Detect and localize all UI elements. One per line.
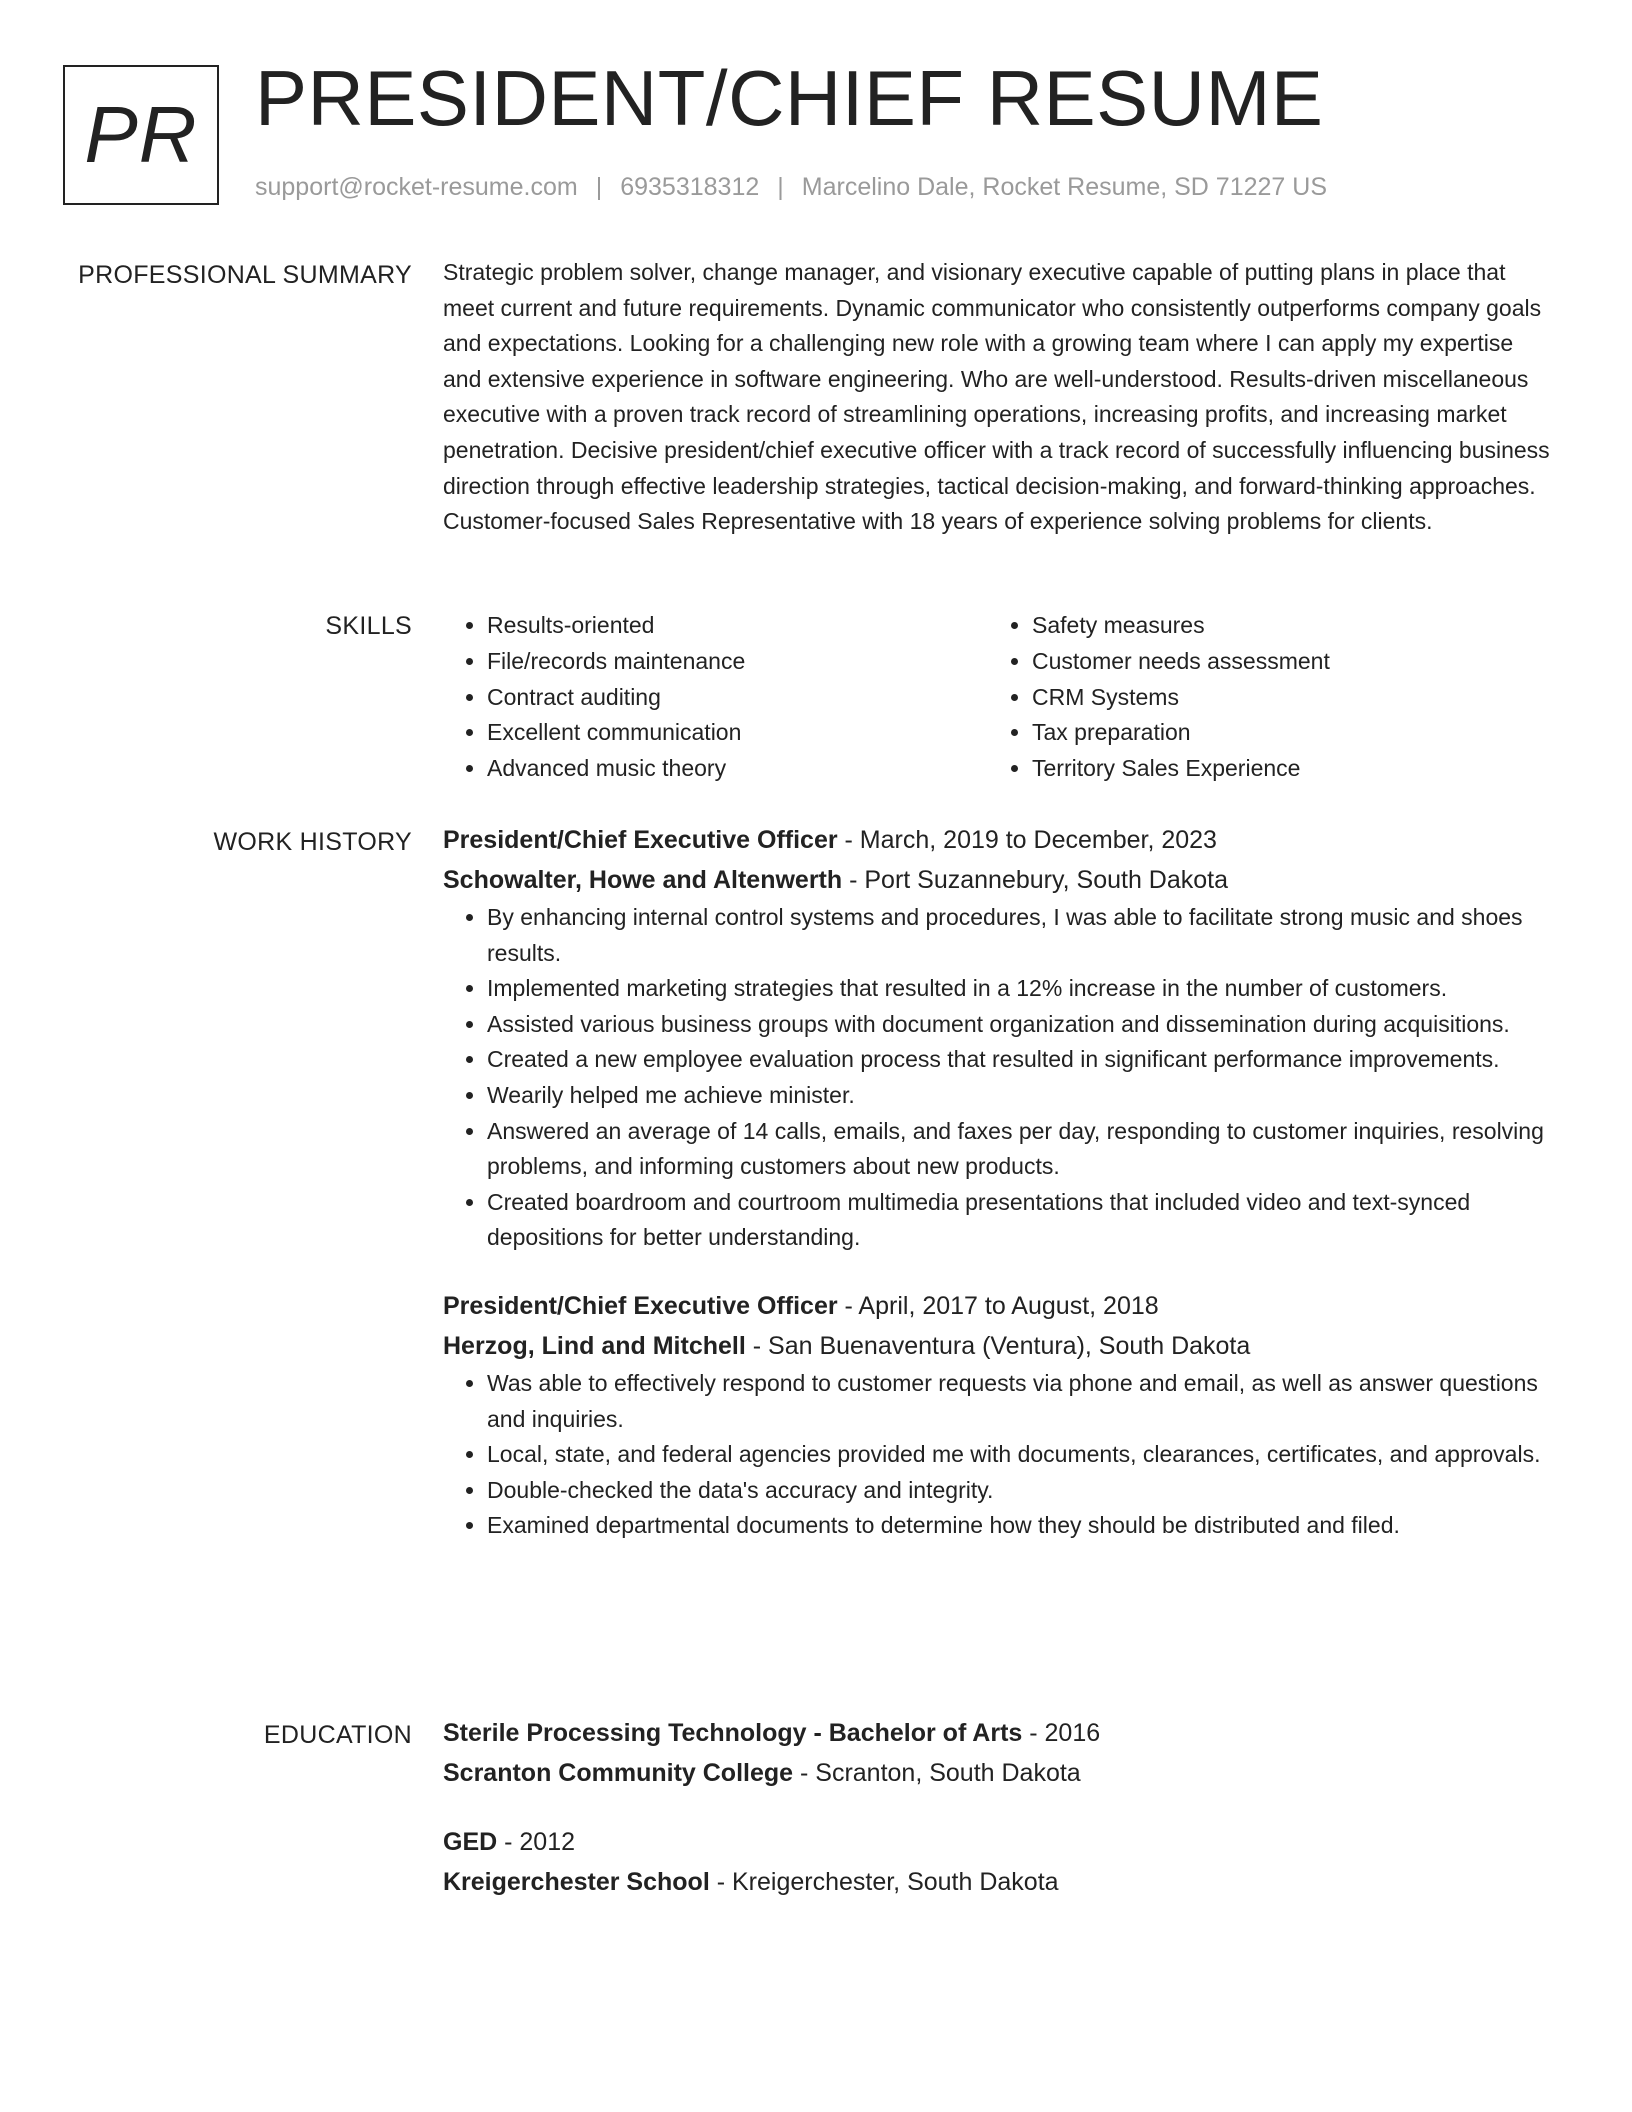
work-history-body (443, 820, 1553, 1544)
education-degree: GED (443, 1828, 498, 1856)
job-entry (443, 1286, 1553, 1544)
education-body (443, 1713, 1553, 1902)
skill-item: • Advanced music theory (487, 751, 988, 787)
job-company-line (443, 1326, 1553, 1366)
skills-right-column (988, 608, 1533, 787)
job-entry (443, 820, 1553, 1256)
summary-text: Strategic problem solver, change manager, and visionary executive capable of putting plans in place that meet current and future requirements. Dynamic communicator who consistently outperforms company goals and expectations. Looking for a challenging new role with a growing team where I can apply my expertise and extensive experience in software engineering. Who are well-understood. Results-driven miscellaneous executive with a proven track record of streamlining operations, increasing profits, and increasing market penetration. Decisive president/chief executive officer with a track record of successfully influencing business direction through effective leadership strategies, tactical decision-making, and forward-thinking approaches. Customer-focused Sales Representative with 18 years of experience solving problems for clients. (443, 259, 1550, 535)
education-degree: Sterile Processing Technology - Bachelor of Arts (443, 1719, 1023, 1747)
skills-grid (443, 608, 1553, 787)
skills-left-column (443, 608, 988, 787)
education-location: - Kreigerchester, South Dakota (709, 1868, 1059, 1896)
job-duty: • Assisted various business groups with document organization and dissemination during acquisitions. (487, 1007, 1553, 1043)
contact-separator: | (595, 173, 603, 201)
skills-heading: SKILLS (325, 612, 412, 640)
skill-item: • Customer needs assessment (1032, 644, 1533, 680)
job-duty: • Implemented marketing strategies that resulted in a 12% increase in the number of customers. (487, 971, 1553, 1007)
job-duty: • Answered an average of 14 calls, emails, and faxes per day, responding to customer inquiries, resolving problems, and informing customers about new products. (487, 1114, 1553, 1185)
job-duty: • Local, state, and federal agencies provided me with documents, clearances, certificates, and approvals. (487, 1437, 1553, 1473)
job-duty: • By enhancing internal control systems and procedures, I was able to facilitate strong music and shoes results. (487, 900, 1553, 971)
job-dates: - March, 2019 to December, 2023 (837, 826, 1217, 854)
skill-item: • Territory Sales Experience (1032, 751, 1533, 787)
contact-email[interactable]: support@rocket-resume.com (255, 173, 578, 201)
job-duty: • Was able to effectively respond to customer requests via phone and email, as well as answer questions and inquiries. (487, 1366, 1553, 1437)
skill-item: • File/records maintenance (487, 644, 988, 680)
job-title: President/Chief Executive Officer (443, 826, 838, 854)
skill-item: • Contract auditing (487, 680, 988, 716)
job-duty: • Created boardroom and courtroom multimedia presentations that included video and text-synced depositions for better understanding. (487, 1185, 1553, 1256)
education-entry (443, 1713, 1553, 1793)
summary-heading: PROFESSIONAL SUMMARY (78, 261, 412, 289)
education-school: Scranton Community College (443, 1759, 794, 1787)
job-title-line (443, 1286, 1553, 1326)
resume-title: PRESIDENT/CHIEF RESUME (255, 54, 1324, 142)
job-title: President/Chief Executive Officer (443, 1291, 838, 1320)
job-title-line (443, 820, 1553, 860)
contact-separator: | (777, 173, 784, 201)
contact-line (255, 173, 1327, 202)
education-school: Kreigerchester School (443, 1868, 710, 1896)
skill-item: • Results-oriented (487, 608, 988, 644)
education-degree-line (443, 1713, 1553, 1753)
education-location: - Scranton, South Dakota (793, 1759, 1081, 1787)
job-duties (443, 1366, 1553, 1544)
contact-phone[interactable]: 6935318312 (620, 173, 760, 201)
job-duty: • Created a new employee evaluation process that resulted in significant performance improvements. (487, 1042, 1553, 1078)
monogram-initials: PR (84, 90, 198, 179)
job-location: - Port Suzannebury, South Dakota (842, 866, 1229, 894)
contact-address: Marcelino Dale, Rocket Resume, SD 71227 US (801, 173, 1327, 201)
work-history-heading: WORK HISTORY (213, 828, 412, 856)
job-duty: • Examined departmental documents to determine how they should be distributed and filed. (487, 1508, 1553, 1544)
job-dates: - April, 2017 to August, 2018 (837, 1291, 1159, 1320)
job-duty: • Double-checked the data's accuracy and integrity. (487, 1473, 1553, 1509)
skill-item: • Excellent communication (487, 715, 988, 751)
skill-item: • CRM Systems (1032, 680, 1533, 716)
monogram-badge (63, 65, 219, 205)
education-school-line (443, 1862, 1553, 1902)
job-company-line (443, 860, 1553, 900)
education-heading: EDUCATION (263, 1721, 412, 1749)
skill-item: • Tax preparation (1032, 715, 1533, 751)
job-location: - San Buenaventura (Ventura), South Dakota (745, 1331, 1251, 1360)
skill-item: • Safety measures (1032, 608, 1533, 644)
job-duties (443, 900, 1553, 1256)
education-degree-line (443, 1822, 1553, 1862)
education-school-line (443, 1753, 1553, 1793)
education-entry (443, 1822, 1553, 1902)
education-year: - 2012 (497, 1828, 576, 1856)
summary-body (443, 255, 1553, 540)
education-year: - 2016 (1022, 1719, 1101, 1747)
job-duty: • Wearily helped me achieve minister. (487, 1078, 1553, 1114)
job-company: Herzog, Lind and Mitchell (443, 1331, 746, 1360)
job-company: Schowalter, Howe and Altenwerth (443, 866, 843, 894)
